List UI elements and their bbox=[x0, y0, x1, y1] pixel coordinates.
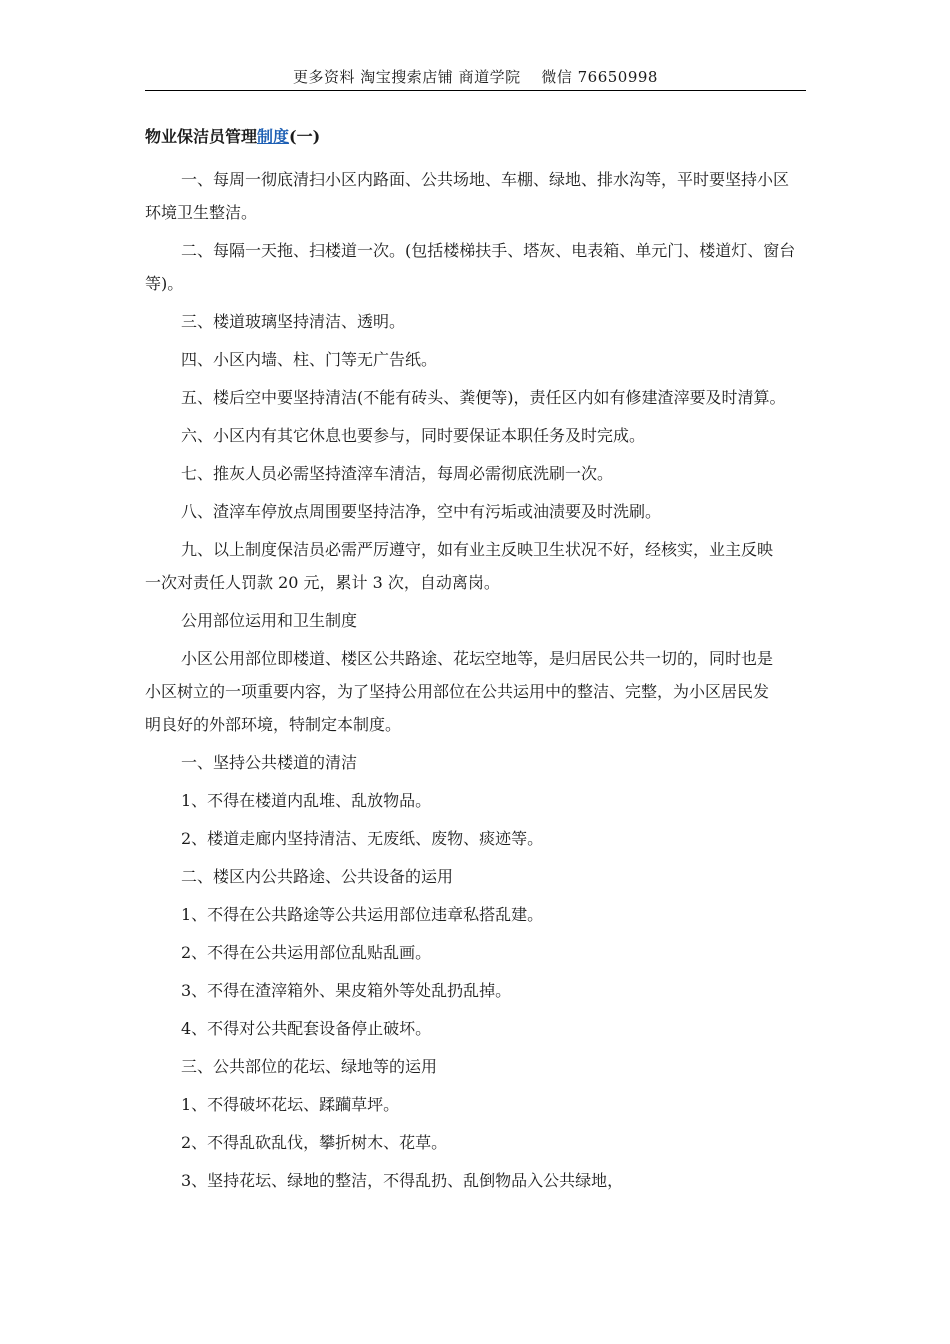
section-intro bbox=[145, 642, 815, 741]
rule-line: 环境卫生整洁。 bbox=[145, 203, 258, 222]
policy-item: 1、不得在公共路途等公共运用部位违章私搭乱建。 bbox=[181, 905, 544, 924]
intro-line: 小区树立的一项重要内容，为了坚持公用部位在公共运用中的整洁、完整，为小区居民发 bbox=[145, 682, 770, 701]
rule-item: 八、渣滓车停放点周围要坚持洁净，空中有污垢或油渍要及时洗刷。 bbox=[181, 502, 662, 521]
policy-item: 三、公共部位的花坛、绿地等的运用 bbox=[181, 1057, 438, 1076]
section-heading: 公用部位运用和卫生制度 bbox=[181, 611, 358, 630]
policy-item: 一、坚持公共楼道的清洁 bbox=[181, 753, 358, 772]
policy-item: 2、楼道走廊内坚持清洁、无废纸、废物、痰迹等。 bbox=[181, 829, 544, 848]
rule-line: 等)。 bbox=[145, 274, 184, 293]
rule-line: 九、以上制度保洁员必需严厉遵守，如有业主反映卫生状况不好，经核实，业主反映 bbox=[181, 540, 774, 559]
rule-item bbox=[145, 163, 815, 229]
rule-line: 二、每隔一天拖、扫楼道一次。(包括楼梯扶手、塔灰、电表箱、单元门、楼道灯、窗台 bbox=[181, 241, 796, 260]
policy-item: 1、不得在楼道内乱堆、乱放物品。 bbox=[181, 791, 432, 810]
rule-line: 一次对责任人罚款 20 元，累计 3 次，自动离岗。 bbox=[145, 573, 500, 592]
title-suffix: (一) bbox=[289, 127, 321, 146]
rule-item bbox=[145, 234, 815, 300]
document-title bbox=[145, 125, 815, 149]
intro-line: 小区公用部位即楼道、楼区公共路途、花坛空地等，是归居民公共一切的，同时也是 bbox=[181, 649, 774, 668]
policy-item: 4、不得对公共配套设备停止破坏。 bbox=[181, 1019, 432, 1038]
rule-item: 四、小区内墙、柱、门等无广告纸。 bbox=[181, 350, 438, 369]
title-prefix: 物业保洁员管理 bbox=[145, 127, 258, 146]
rule-item: 五、楼后空中要坚持清洁(不能有砖头、粪便等)，责任区内如有修建渣滓要及时清算。 bbox=[181, 388, 786, 407]
intro-line: 明良好的外部环境，特制定本制度。 bbox=[145, 715, 402, 734]
rules-list bbox=[145, 163, 815, 599]
policy-list bbox=[145, 741, 815, 1197]
rule-line: 一、每周一彻底清扫小区内路面、公共场地、车棚、绿地、排水沟等，平时要坚持小区 bbox=[181, 170, 790, 189]
document-body bbox=[145, 125, 815, 1197]
rule-item: 七、推灰人员必需坚持渣滓车清洁，每周必需彻底洗刷一次。 bbox=[181, 464, 614, 483]
policy-item: 3、坚持花坛、绿地的整洁，不得乱扔、乱倒物品入公共绿地， bbox=[181, 1171, 624, 1190]
rule-item: 三、楼道玻璃坚持清洁、透明。 bbox=[181, 312, 406, 331]
rule-item bbox=[145, 533, 815, 599]
policy-item: 3、不得在渣滓箱外、果皮箱外等处乱扔乱掉。 bbox=[181, 981, 512, 1000]
rule-item: 六、小区内有其它休息也要参与，同时要保证本职任务及时完成。 bbox=[181, 426, 646, 445]
policy-item: 2、不得乱砍乱伐，攀折树木、花草。 bbox=[181, 1133, 448, 1152]
page-header: 更多资料 淘宝搜索店铺 商道学院 微信 76650998 bbox=[145, 64, 806, 91]
policy-item: 2、不得在公共运用部位乱贴乱画。 bbox=[181, 943, 432, 962]
title-link[interactable]: 制度 bbox=[257, 127, 290, 146]
policy-item: 二、楼区内公共路途、公共设备的运用 bbox=[181, 867, 454, 886]
policy-item: 1、不得破坏花坛、蹂躏草坪。 bbox=[181, 1095, 400, 1114]
